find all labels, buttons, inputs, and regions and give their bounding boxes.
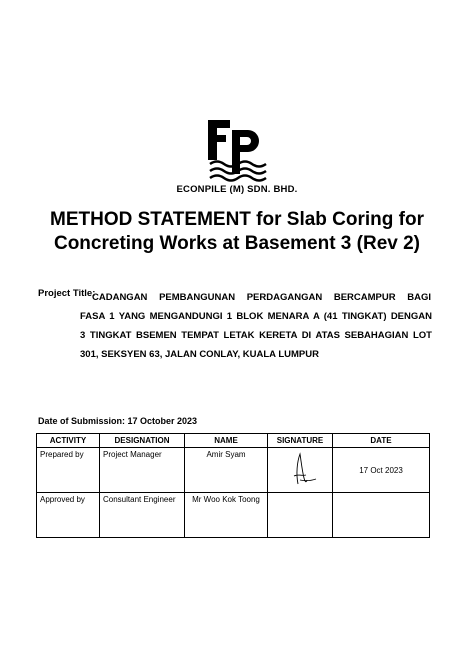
header-date: DATE: [333, 434, 430, 448]
cell-name: Amir Syam: [185, 448, 268, 493]
cell-activity: Approved by: [37, 493, 100, 538]
header-signature: SIGNATURE: [268, 434, 333, 448]
project-line-4: 301, SEKSYEN 63, JALAN CONLAY, KUALA LUMPUR: [80, 349, 319, 360]
handwritten-signature-icon: [280, 450, 320, 486]
cell-signature: [268, 493, 333, 538]
cell-date: 17 Oct 2023: [333, 448, 430, 493]
table-row: [37, 448, 430, 493]
cell-name: Mr Woo Kok Toong: [185, 493, 268, 538]
title-line-2: Concreting Works at Basement 3 (Rev 2): [53, 233, 421, 254]
cell-signature: [268, 448, 333, 493]
cell-date: [333, 493, 430, 538]
company-name: ECONPILE (M) SDN. BHD.: [176, 184, 298, 195]
submission-date: Date of Submission: 17 October 2023: [38, 416, 198, 426]
project-title-label: Project Title:: [38, 288, 96, 299]
approval-table: [36, 433, 430, 538]
approval-table-header: [37, 434, 430, 448]
econpile-logo-icon: [206, 118, 270, 184]
project-title-first-line: [92, 288, 431, 307]
project-title-continuation: [80, 307, 432, 364]
cell-designation: Project Manager: [100, 448, 185, 493]
document-title: [20, 208, 454, 256]
cell-activity: Prepared by: [37, 448, 100, 493]
header-name: NAME: [185, 434, 268, 448]
company-logo: [206, 118, 270, 184]
project-line-2: FASA 1 YANG MENGANDUNGI 1 BLOK MENARA A (41 TINGKAT) DENGAN: [80, 311, 432, 322]
table-row: [37, 493, 430, 538]
cell-designation: Consultant Engineer: [100, 493, 185, 538]
project-line-3: 3 TINGKAT BSEMEN TEMPAT LETAK KERETA DI ATAS SEBAHAGIAN LOT: [80, 330, 432, 341]
project-line-1: CADANGAN PEMBANGUNAN PERDAGANGAN BERCAMPUR BAGI: [92, 292, 431, 303]
header-designation: DESIGNATION: [100, 434, 185, 448]
title-line-1: METHOD STATEMENT for Slab Coring for: [50, 209, 424, 230]
header-activity: ACTIVITY: [37, 434, 100, 448]
